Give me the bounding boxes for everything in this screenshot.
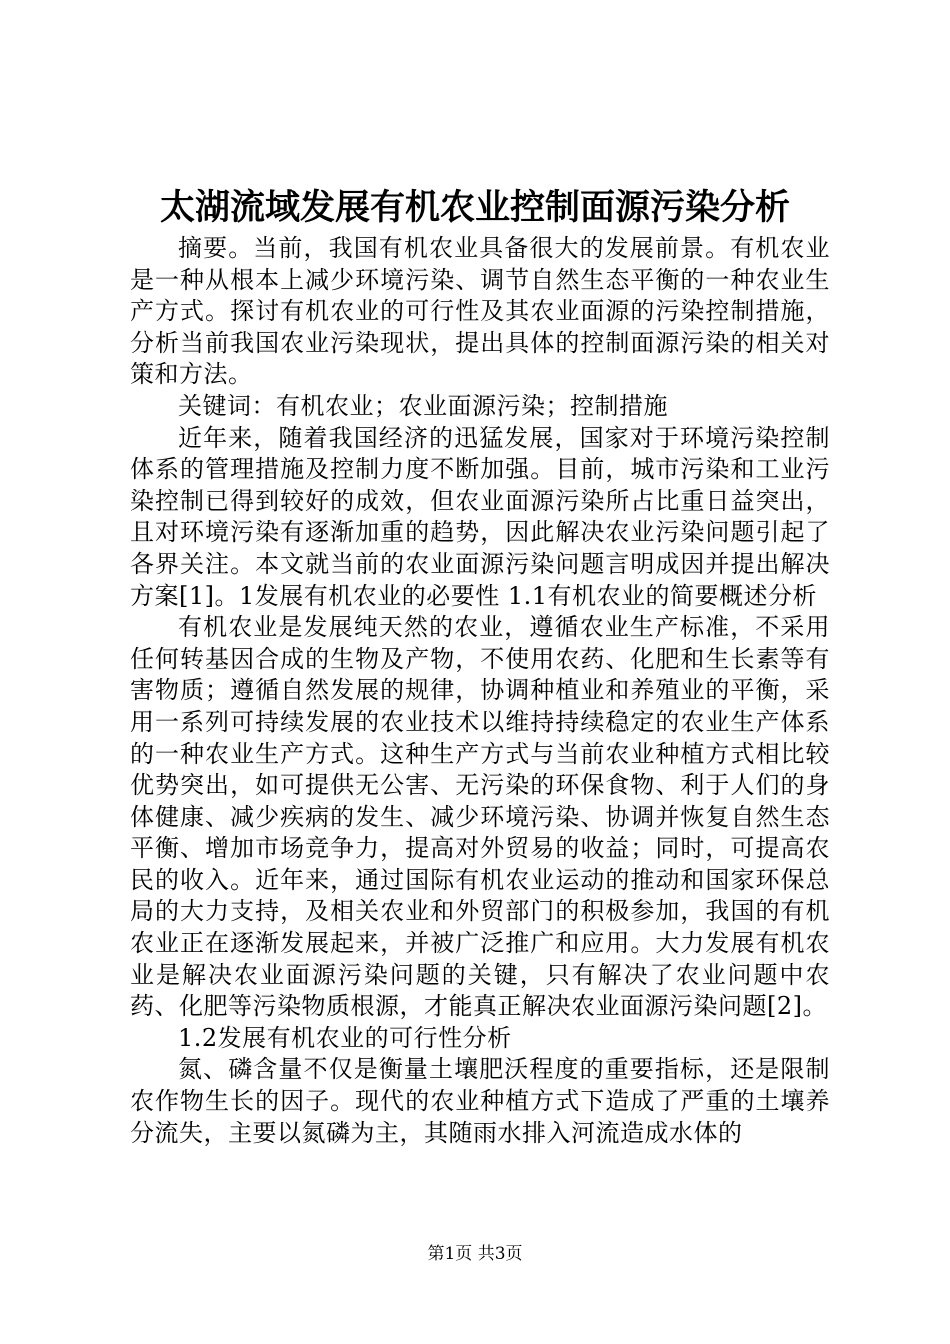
- abstract-paragraph: 摘要。当前，我国有机农业具备很大的发展前景。有机农业是一种从根本上减少环境污染、调节自然生态平衡的一种农业生产方式。探讨有机农业的可行性及其农业面源的污染控制措施，分析当前我国农业污染现状，提出具体的控制面源污染的相关对策和方法。: [130, 234, 830, 389]
- intro-paragraph: 近年来，随着我国经济的迅猛发展，国家对于环境污染控制体系的管理措施及控制力度不断加强。目前，城市污染和工业污染控制已得到较好的成效，但农业面源污染所占比重日益突出，且对环境污染有逐渐加重的趋势，因此解决农业污染问题引起了各界关注。本文就当前的农业面源污染问题言明成因并提出解决方案[1]。1发展有机农业的必要性 1.1有机农业的简要概述分析: [130, 423, 830, 610]
- body-paragraph: 有机农业是发展纯天然的农业，遵循农业生产标准，不采用任何转基因合成的生物及产物，不使用农药、化肥和生长素等有害物质；遵循自然发展的规律，协调种植业和养殖业的平衡，采用一系列可持续发展的农业技术以维持持续稳定的农业生产体系的一种农业生产方式。这种生产方式与当前农业种植方式相比较优势突出，如可提供无公害、无污染的环保食物、利于人们的身体健康、减少疾病的发生、减少环境污染、协调并恢复自然生态平衡、增加市场竞争力，提高对外贸易的收益；同时，可提高农民的收入。近年来，通过国际有机农业运动的推动和国家环保总局的大力支持，及相关农业和外贸部门的积极参加，我国的有机农业正在逐渐发展起来，并被广泛推广和应用。大力发展有机农业是解决农业面源污染问题的关键，只有解决了农业问题中农药、化肥等污染物质根源，才能真正解决农业面源污染问题[2]。: [130, 613, 830, 1021]
- page-footer: 第1页 共3页: [427, 1244, 523, 1264]
- section-heading: 1.2发展有机农业的可行性分析: [178, 1023, 512, 1052]
- document-body: [130, 233, 830, 1149]
- keywords-paragraph: 关键词：有机农业；农业面源污染；控制措施: [178, 391, 668, 420]
- document-title: 太湖流域发展有机农业控制面源污染分析: [159, 187, 790, 228]
- body-paragraph: 氮、磷含量不仅是衡量土壤肥沃程度的重要指标，还是限制农作物生长的因子。现代的农业种植方式下造成了严重的土壤养分流失，主要以氮磷为主，其随雨水排入河流造成水体的: [130, 1055, 830, 1147]
